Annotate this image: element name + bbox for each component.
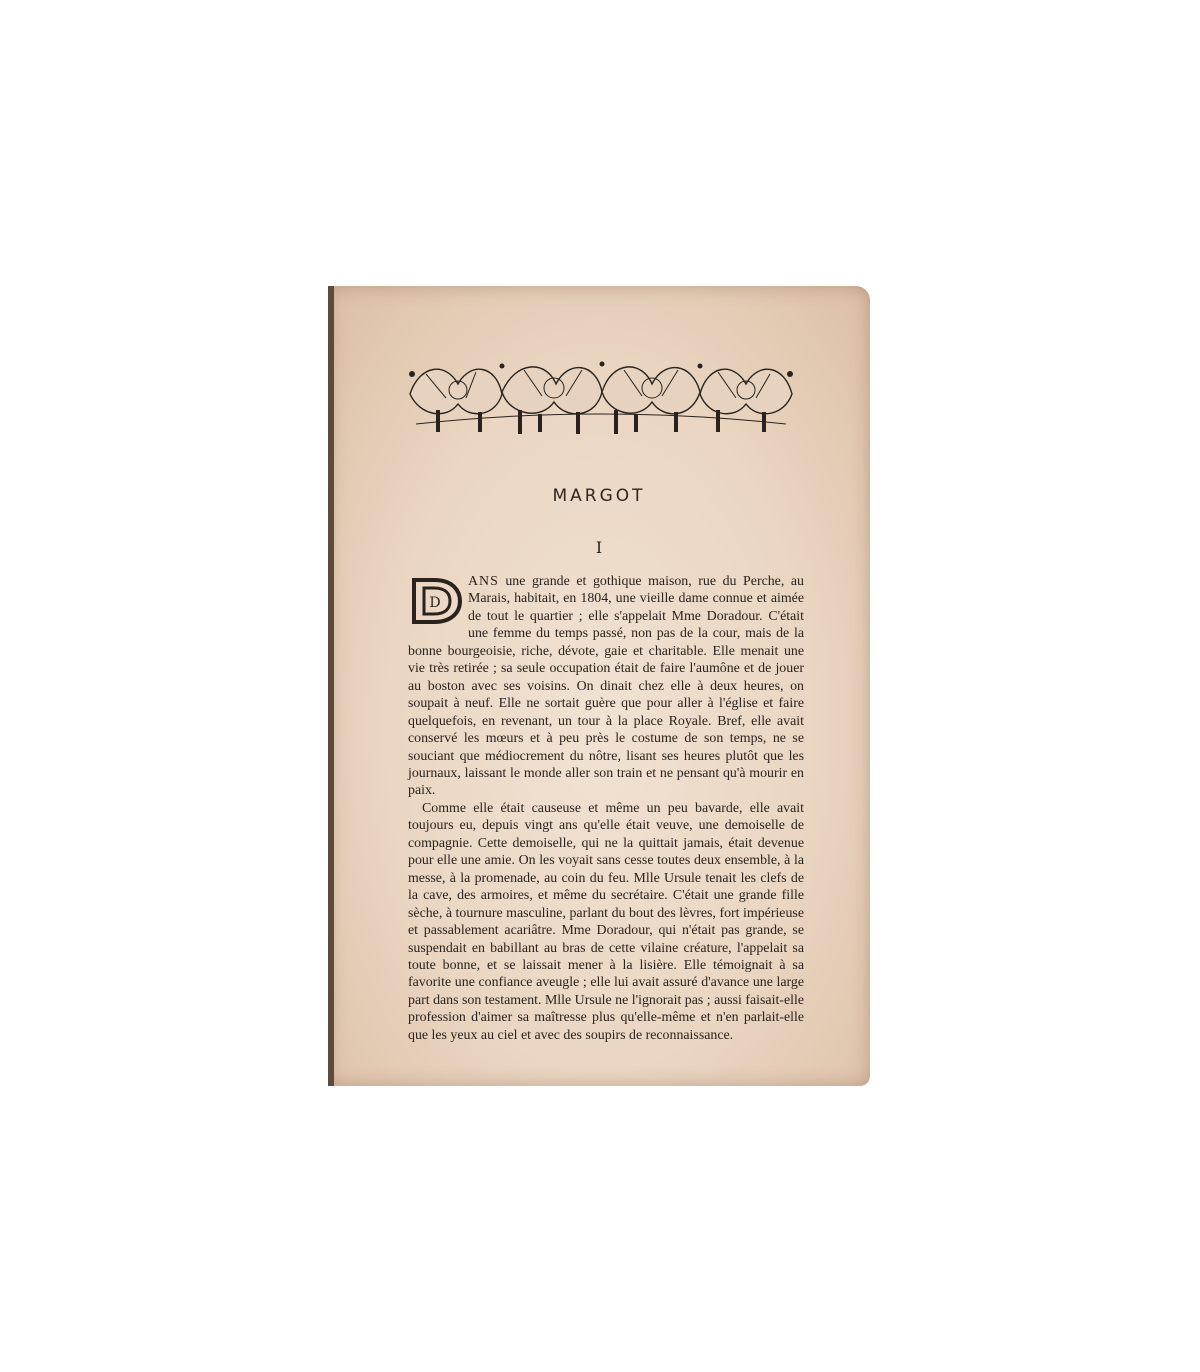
- svg-text:D: D: [429, 595, 441, 611]
- drop-cap-d-icon: [408, 576, 462, 626]
- book-page: [328, 286, 870, 1086]
- chapter-number: I: [595, 538, 603, 557]
- body-text: [408, 573, 804, 1044]
- paragraph-1: [408, 573, 804, 800]
- chapter-title: MARGOT: [552, 486, 646, 506]
- paragraph-1-text: une grande et gothique maison, rue du Perche, au Marais, habitait, en 1804, une vieille dame connue et aimée de tout le quartier ; elle s'appelait Mme Doradour. C'était une femme du temps passé, non pas de la cour, mais de la bonne bourgeoisie, riche, dévote, gaie et charitable. Elle menait une vie très retirée ; sa seule occupation était de faire l'aumône et de jouer au boston avec ses voisins. On dinait chez elle à deux heures, on soupait à neuf. Elle ne sortait guère que pour aller à l'église et faire quelquefois, en revenant, un tour à la place Royale. Bref, elle avait conservé les mœurs et à peu près le costume de son temps, ne se souciant que médiocrement du nôtre, lisant ses heures plutôt que les journaux, laissant le monde aller son train et ne pensant qu'à mourir en paix.: [408, 574, 804, 799]
- paragraph-2: Comme elle était causeuse et même un peu bavarde, elle avait toujours eu, depuis vingt ans qu'elle était veuve, une demoiselle de compagnie. Cette demoiselle, qui ne la quittait jamais, était devenue pour elle une amie. On les voyait sans cesse toutes deux ensemble, à la messe, à la promenade, au coin du feu. Mlle Ursule tenait les clefs de la cave, des armoires, et même du secrétaire. C'était une grande fille sèche, à tournure masculine, parlant du bout des lèvres, fort impérieuse et passablement acariâtre. Mme Doradour, qui n'était pas grande, se suspendait en babillant au bras de cette vilaine créature, l'appelait sa toute bonne, et se laissait mener à la lisière. Elle témoignait à sa favorite une confiance aveugle ; elle lui avait assuré d'avance une large part dans son testament. Mlle Ursule ne l'ignorait pas ; aussi faisait-elle profession d'aimer sa maîtresse plus qu'elle-même et n'en parlait-elle que les yeux au ciel et avec des soupirs de reconnaissance.: [408, 800, 804, 1043]
- floral-headpiece-ornament: [406, 354, 796, 438]
- first-word: ANS: [468, 574, 499, 589]
